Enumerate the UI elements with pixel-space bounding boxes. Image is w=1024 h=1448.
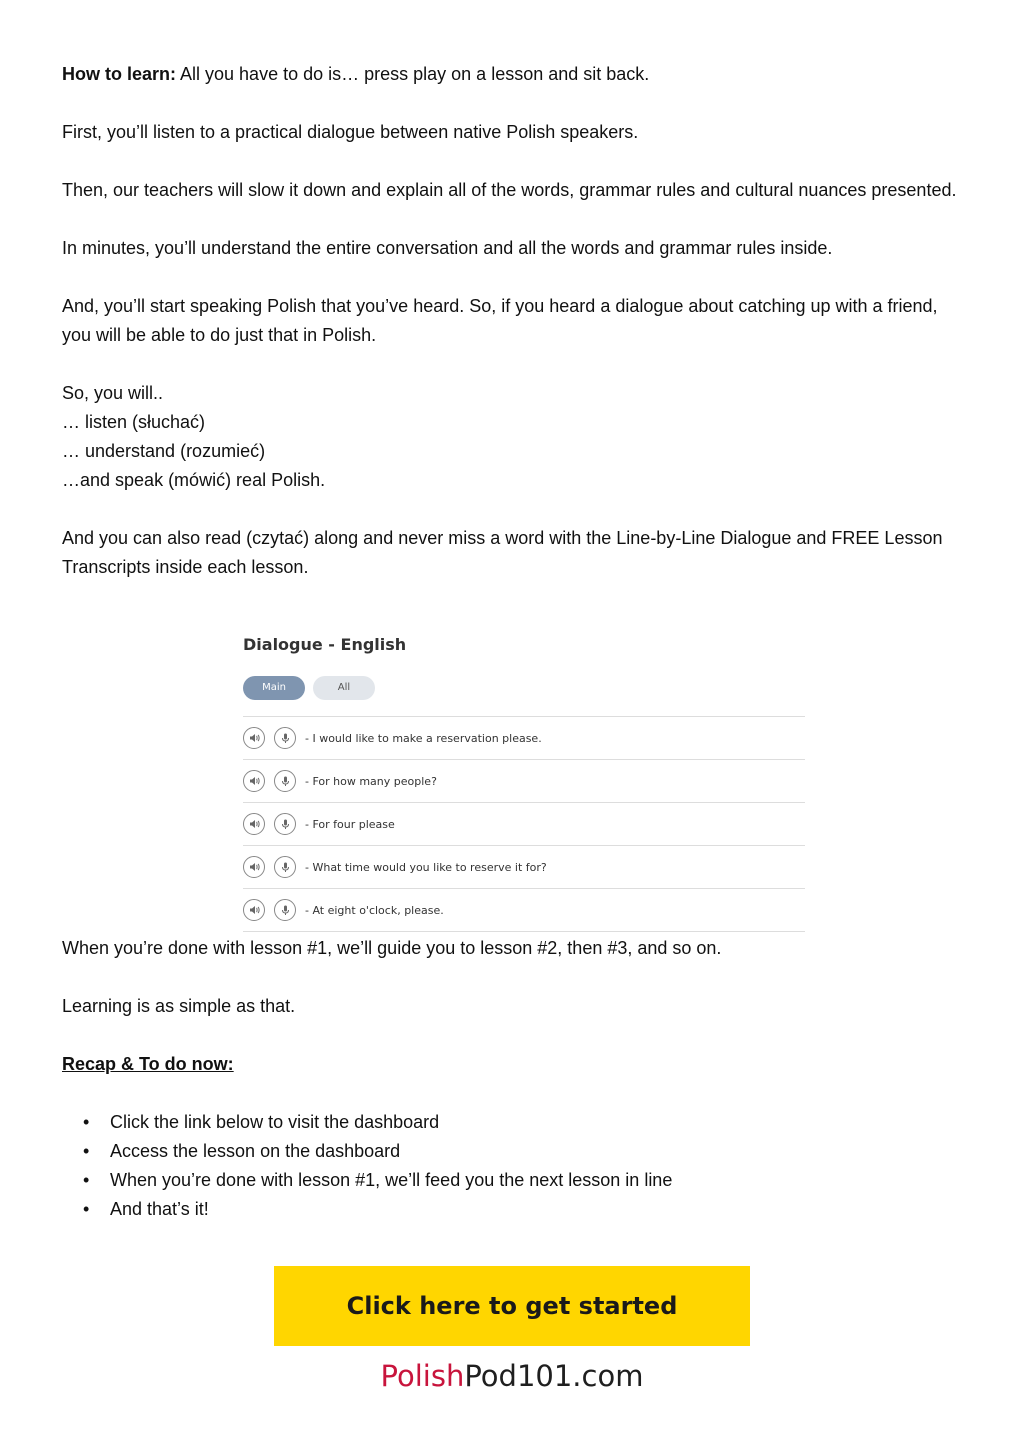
dialogue-line-text: - I would like to make a reservation please. bbox=[305, 731, 542, 745]
you-will-line: … listen (słuchać) bbox=[62, 412, 206, 432]
dialogue-panel bbox=[243, 630, 805, 932]
how-to-learn-label: How to learn: bbox=[62, 64, 177, 84]
microphone-icon[interactable] bbox=[274, 813, 296, 835]
paragraph-read: And you can also read (czytać) along and never miss a word with the Line-by-Line Dialogue and FREE Lesson Transcripts inside each lesson. bbox=[62, 528, 943, 577]
paragraph-first: First, you’ll listen to a practical dialogue between native Polish speakers. bbox=[62, 122, 639, 142]
bullet-icon: • bbox=[83, 1112, 90, 1132]
dialogue-lines bbox=[243, 716, 805, 932]
list-item-text: When you’re done with lesson #1, we’ll feed you the next lesson in line bbox=[110, 1170, 673, 1190]
dialogue-line-text: - At eight o'clock, please. bbox=[305, 903, 444, 917]
paragraph-speak: And, you’ll start speaking Polish that you’ve heard. So, if you heard a dialogue about catching up with a friend, you will be able to do just that in Polish. bbox=[62, 296, 938, 345]
you-will-line: …and speak (mówić) real Polish. bbox=[62, 470, 326, 490]
dialogue-line-text: - For four please bbox=[305, 817, 395, 831]
how-to-learn-paragraph bbox=[62, 60, 962, 89]
speaker-icon[interactable] bbox=[243, 727, 265, 749]
speaker-icon[interactable] bbox=[243, 899, 265, 921]
speaker-icon[interactable] bbox=[243, 813, 265, 835]
you-will-line: … understand (rozumieć) bbox=[62, 441, 266, 461]
get-started-button[interactable]: Click here to get started bbox=[274, 1266, 750, 1346]
dialogue-row bbox=[243, 760, 805, 803]
list-item bbox=[83, 1195, 962, 1224]
dialogue-row bbox=[243, 803, 805, 846]
list-item bbox=[83, 1166, 962, 1195]
dialogue-line-text: - What time would you like to reserve it for? bbox=[305, 860, 547, 874]
recap-heading: Recap & To do now: bbox=[62, 1054, 234, 1074]
list-item-text: Access the lesson on the dashboard bbox=[110, 1141, 401, 1161]
paragraph-done: When you’re done with lesson #1, we’ll guide you to lesson #2, then #3, and so on. bbox=[62, 938, 722, 958]
paragraph-then: Then, our teachers will slow it down and explain all of the words, grammar rules and cultural nuances presented. bbox=[62, 180, 957, 200]
tab-main[interactable]: Main bbox=[243, 676, 305, 700]
tab-all[interactable]: All bbox=[313, 676, 375, 700]
dialogue-tabs bbox=[243, 676, 805, 700]
dialogue-row bbox=[243, 846, 805, 889]
list-item-text: Click the link below to visit the dashboard bbox=[110, 1112, 440, 1132]
brand-logo-part-polish: Polish bbox=[380, 1359, 465, 1393]
microphone-icon[interactable] bbox=[274, 727, 296, 749]
how-to-learn-text: All you have to do is… press play on a lesson and sit back. bbox=[176, 64, 650, 84]
todo-list bbox=[62, 1108, 962, 1224]
paragraph-minutes: In minutes, you’ll understand the entire conversation and all the words and grammar rules inside. bbox=[62, 238, 833, 258]
list-item bbox=[83, 1137, 962, 1166]
dialogue-line-text: - For how many people? bbox=[305, 774, 437, 788]
brand-logo[interactable] bbox=[0, 1356, 1024, 1396]
dialogue-row bbox=[243, 717, 805, 760]
dialogue-title: Dialogue - English bbox=[243, 635, 407, 654]
microphone-icon[interactable] bbox=[274, 770, 296, 792]
you-will-line: So, you will.. bbox=[62, 383, 164, 403]
bullet-icon: • bbox=[83, 1199, 90, 1219]
you-will-list bbox=[62, 379, 962, 495]
dialogue-row bbox=[243, 889, 805, 932]
microphone-icon[interactable] bbox=[274, 856, 296, 878]
speaker-icon[interactable] bbox=[243, 856, 265, 878]
list-item-text: And that’s it! bbox=[110, 1199, 209, 1219]
bullet-icon: • bbox=[83, 1141, 90, 1161]
paragraph-simple: Learning is as simple as that. bbox=[62, 996, 296, 1016]
brand-logo-part-pod101: Pod101.com bbox=[464, 1359, 644, 1393]
speaker-icon[interactable] bbox=[243, 770, 265, 792]
list-item bbox=[83, 1108, 962, 1137]
microphone-icon[interactable] bbox=[274, 899, 296, 921]
recap-paragraph bbox=[62, 1050, 962, 1079]
bullet-icon: • bbox=[83, 1170, 90, 1190]
